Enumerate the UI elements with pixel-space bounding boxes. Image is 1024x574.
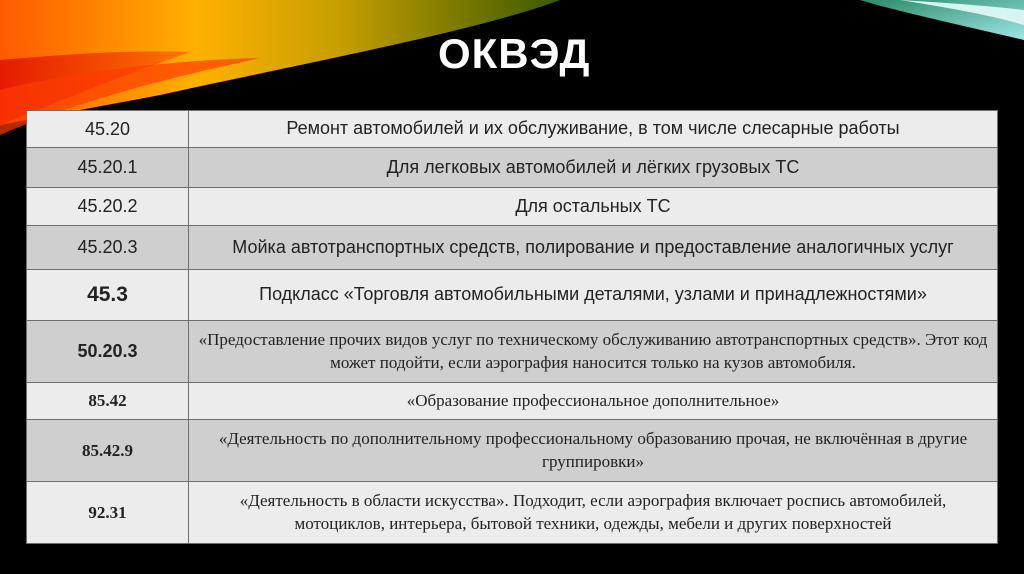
table-row <box>27 226 998 270</box>
okved-code: 50.20.3 <box>27 321 189 383</box>
okved-code: 92.31 <box>27 482 189 544</box>
okved-description: «Предоставление прочих видов услуг по техническому обслуживанию автотранспортных средств». Этот код может подойти, если аэрография наносится только на кузов автомобиля. <box>189 321 998 383</box>
okved-description: «Образование профессиональное дополнительное» <box>189 383 998 420</box>
table-row <box>27 321 998 383</box>
table-row <box>27 270 998 321</box>
page-title: ОКВЭД <box>438 30 591 77</box>
okved-description: «Деятельность по дополнительному профессиональному образованию прочая, не включённая в другие группировки» <box>189 420 998 482</box>
table-row <box>27 111 998 148</box>
okved-code: 45.20 <box>27 111 189 148</box>
table-row <box>27 148 998 188</box>
okved-description: Для легковых автомобилей и лёгких грузовых ТС <box>189 148 998 188</box>
okved-table <box>26 110 998 544</box>
okved-code: 45.3 <box>27 270 189 321</box>
okved-code: 45.20.2 <box>27 188 189 226</box>
table-row <box>27 383 998 420</box>
okved-description: Подкласс «Торговля автомобильными деталями, узлами и принадлежностями» <box>189 270 998 321</box>
table-row <box>27 420 998 482</box>
table-row <box>27 482 998 544</box>
okved-code: 85.42 <box>27 383 189 420</box>
okved-description: Для остальных ТС <box>189 188 998 226</box>
okved-code: 45.20.1 <box>27 148 189 188</box>
table-row <box>27 188 998 226</box>
okved-code: 45.20.3 <box>27 226 189 270</box>
okved-description: Мойка автотранспортных средств, полирование и предоставление аналогичных услуг <box>189 226 998 270</box>
okved-code: 85.42.9 <box>27 420 189 482</box>
okved-description: Ремонт автомобилей и их обслуживание, в том числе слесарные работы <box>189 111 998 148</box>
okved-description: «Деятельность в области искусства». Подходит, если аэрография включает роспись автомобилей, мотоциклов, интерьера, бытовой техники, одежды, мебели и других поверхностей <box>189 482 998 544</box>
